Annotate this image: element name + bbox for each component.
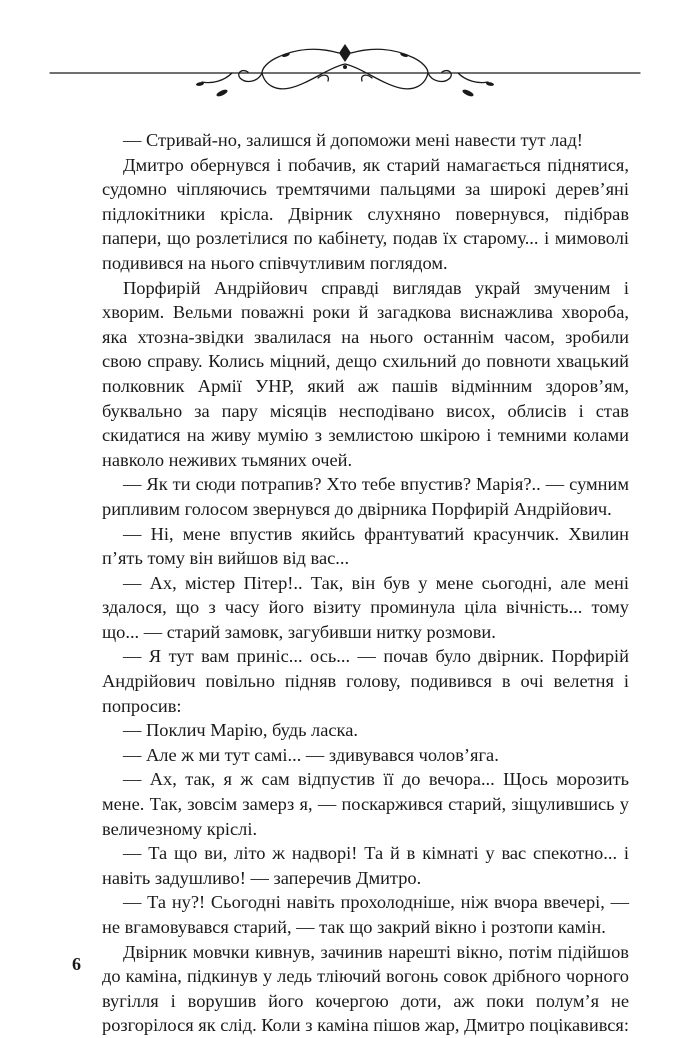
paragraph: Дмитро обернувся і побачив, як старий намагається піднятися, судомно чіпляючись тремтячими пальцями за широкі дерев’яні підлокітники крісла. Двірник слухняно повернувся, підібрав папери, що розлетілися по кабінету, подав їх старому... і мимоволі подивився на нього співчутливим поглядом. — [102, 154, 629, 273]
paragraph: — Стривай-но, залишся й допоможи мені навести тут лад! — [123, 130, 583, 150]
paragraph: — Але ж ми тут самі... — здивувався чолов’яга. — [123, 744, 499, 765]
page-number: 6 — [72, 954, 81, 974]
paragraph: — Як ти сюди потрапив? Хто тебе впустив? Марія?.. — сумним рипливим голосом звернувся до двірника Порфирій Андрійович. — [102, 474, 629, 519]
paragraph: — Ні, мене впустив якийсь франтуватий красунчик. Хвилин п’ять тому він вийшов від вас... — [102, 523, 629, 569]
decorative-header-ornament — [0, 28, 690, 108]
paragraph: — Та що ви, літо ж надворі! Та й в кімнаті у вас спекотно... і навіть задушливо! — заперечив Дмитро. — [102, 843, 629, 888]
paragraph: — Поклич Марію, будь ласка. — [123, 720, 358, 741]
paragraph: — Ах, містер Пітер!.. Так, він був у мене сьогодні, але мені здалося, що з часу його візиту проминула ціла вічність... тому що... — старий замовк, загубивши нитку розмови. — [102, 572, 629, 642]
paragraph: — Я тут вам приніс... ось... — почав було двірник. Порфирій Андрійович повільно підняв голову, подивився в очі велетня і попросив: — [102, 646, 629, 716]
body-text — [102, 128, 629, 1038]
paragraph: Двірник мовчки кивнув, зачинив нарешті вікно, потім підійшов до каміна, підкинув у ледь тліючий вогонь совок дрібного чорного вугілля і ворушив його кочергою доти, аж поки полум’я не розгорілося як слід. Коли з каміна пішов жар, Дмитро поцікавився: — [102, 941, 629, 1036]
paragraph: — Ах, так, я ж сам відпустив її до вечора... Щось морозить мене. Так, зовсім замерз я, — поскаржився старий, зіщулившись у величезному кріслі. — [102, 769, 629, 839]
paragraph: — Та ну?! Сьогодні навіть прохолодніше, ніж вчора ввечері, — не вгамовувався старий, — так що закрий вікно і розтопи камін. — [102, 892, 629, 937]
paragraph: Порфирій Андрійович справді виглядав украй змученим і хворим. Вельми поважні роки й загадкова виснажлива хвороба, яка хтозна-звідки звалилася на нього останнім часом, зробили свою справу. Колись міцний, дещо схильний до повноти хвацький полковник Армії УНР, який аж пашів відмінним здоров’ям, буквально за пару місяців несподівано висох, облисів і став скидатися на живу мумію з землистою шкірою і темними колами навколо неживих тьмяних очей. — [102, 277, 629, 470]
